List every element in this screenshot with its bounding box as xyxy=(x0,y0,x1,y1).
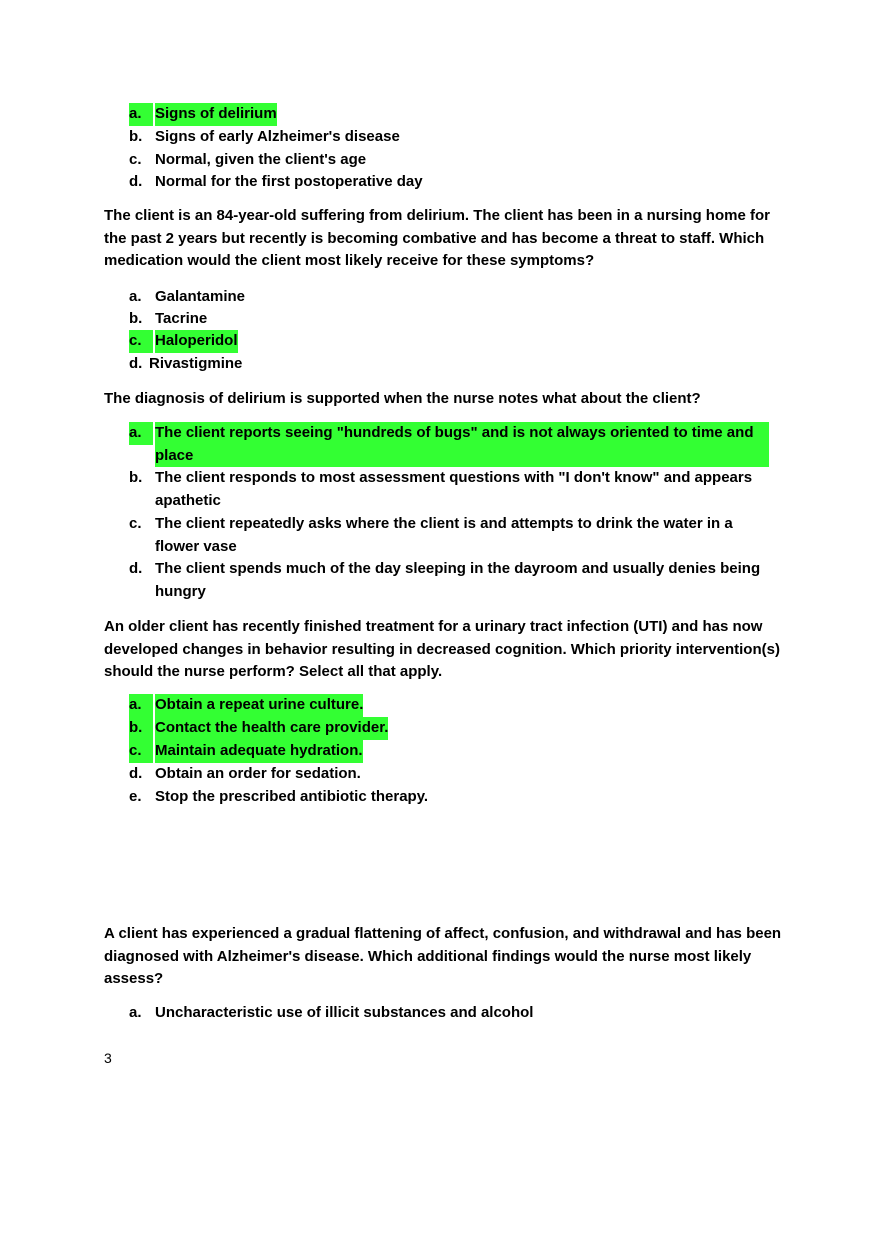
option-letter: d. xyxy=(129,765,143,782)
option-letter: d. xyxy=(129,560,143,577)
option-text: The client reports seeing "hundreds of bugs" and is not always oriented to time and place xyxy=(155,424,754,464)
option-sedation xyxy=(129,763,769,786)
option-illicit-substances xyxy=(129,1002,769,1025)
option-signs-of-delirium xyxy=(129,103,769,126)
option-letter: e. xyxy=(129,788,142,805)
option-rivastigmine xyxy=(129,353,769,376)
option-galantamine xyxy=(129,286,769,309)
option-urine-culture xyxy=(129,694,769,717)
option-letter: a. xyxy=(129,422,153,445)
option-apathetic xyxy=(129,467,769,512)
option-text: Galantamine xyxy=(155,288,246,305)
option-letter: d. xyxy=(129,355,143,372)
option-text: Tacrine xyxy=(155,310,208,327)
option-text: Signs of delirium xyxy=(155,103,277,126)
option-text: Haloperidol xyxy=(155,330,238,353)
option-haloperidol xyxy=(129,330,769,353)
question-text: The client is an 84-year-old suffering from delirium. The client has been in a nursing home for the past 2 years but recently is becoming combative and has become a threat to staff. Which medication would the client most likely receive for these symptoms? xyxy=(104,207,770,269)
option-text: The client responds to most assessment questions with "I don't know" and appears apathetic xyxy=(155,469,753,509)
option-tacrine xyxy=(129,308,769,331)
option-stop-antibiotic xyxy=(129,786,769,809)
option-hydration xyxy=(129,740,769,763)
option-early-alzheimers xyxy=(129,126,769,149)
option-letter: a. xyxy=(129,1004,142,1021)
option-letter: a. xyxy=(129,694,153,717)
option-text: The client repeatedly asks where the client is and attempts to drink the water in a flower vase xyxy=(155,515,733,555)
option-text: Normal, given the client's age xyxy=(155,151,367,168)
option-letter: b. xyxy=(129,128,143,145)
option-letter: c. xyxy=(129,151,142,168)
page-number: 3 xyxy=(104,1050,112,1066)
option-flower-vase xyxy=(129,513,769,558)
option-text: Obtain a repeat urine culture. xyxy=(155,694,363,717)
option-letter: c. xyxy=(129,515,142,532)
option-letter: b. xyxy=(129,717,153,740)
option-text: Signs of early Alzheimer's disease xyxy=(155,128,400,145)
option-text: The client spends much of the day sleeping in the dayroom and usually denies being hungry xyxy=(155,560,761,600)
option-normal-age xyxy=(129,149,769,172)
option-letter: c. xyxy=(129,330,153,353)
option-letter: c. xyxy=(129,740,153,763)
option-letter: b. xyxy=(129,310,143,327)
question-text: The diagnosis of delirium is supported when the nurse notes what about the client? xyxy=(104,390,701,407)
option-letter: b. xyxy=(129,469,143,486)
option-letter: a. xyxy=(129,103,153,126)
question-text: A client has experienced a gradual flattening of affect, confusion, and withdrawal and has been diagnosed with Alzheimer's disease. Which additional findings would the nurse most likely assess? xyxy=(104,925,782,987)
option-text: Normal for the first postoperative day xyxy=(155,173,423,190)
option-normal-postoperative xyxy=(129,171,769,194)
option-text: Contact the health care provider. xyxy=(155,717,388,740)
option-text: Maintain adequate hydration. xyxy=(155,740,363,763)
option-letter: a. xyxy=(129,288,142,305)
option-letter: d. xyxy=(129,173,143,190)
option-hallucinations xyxy=(129,422,769,467)
option-text: Stop the prescribed antibiotic therapy. xyxy=(155,788,429,805)
option-contact-provider xyxy=(129,717,769,740)
question-text: An older client has recently finished treatment for a urinary tract infection (UTI) and has now developed changes in behavior resulting in decreased cognition. Which priority intervention(s) should the nurse perform? Select all that apply. xyxy=(104,618,780,680)
option-text: Uncharacteristic use of illicit substances and alcohol xyxy=(155,1004,534,1021)
option-sleeping xyxy=(129,558,769,603)
option-text: Rivastigmine xyxy=(149,355,243,372)
option-text: Obtain an order for sedation. xyxy=(155,765,361,782)
